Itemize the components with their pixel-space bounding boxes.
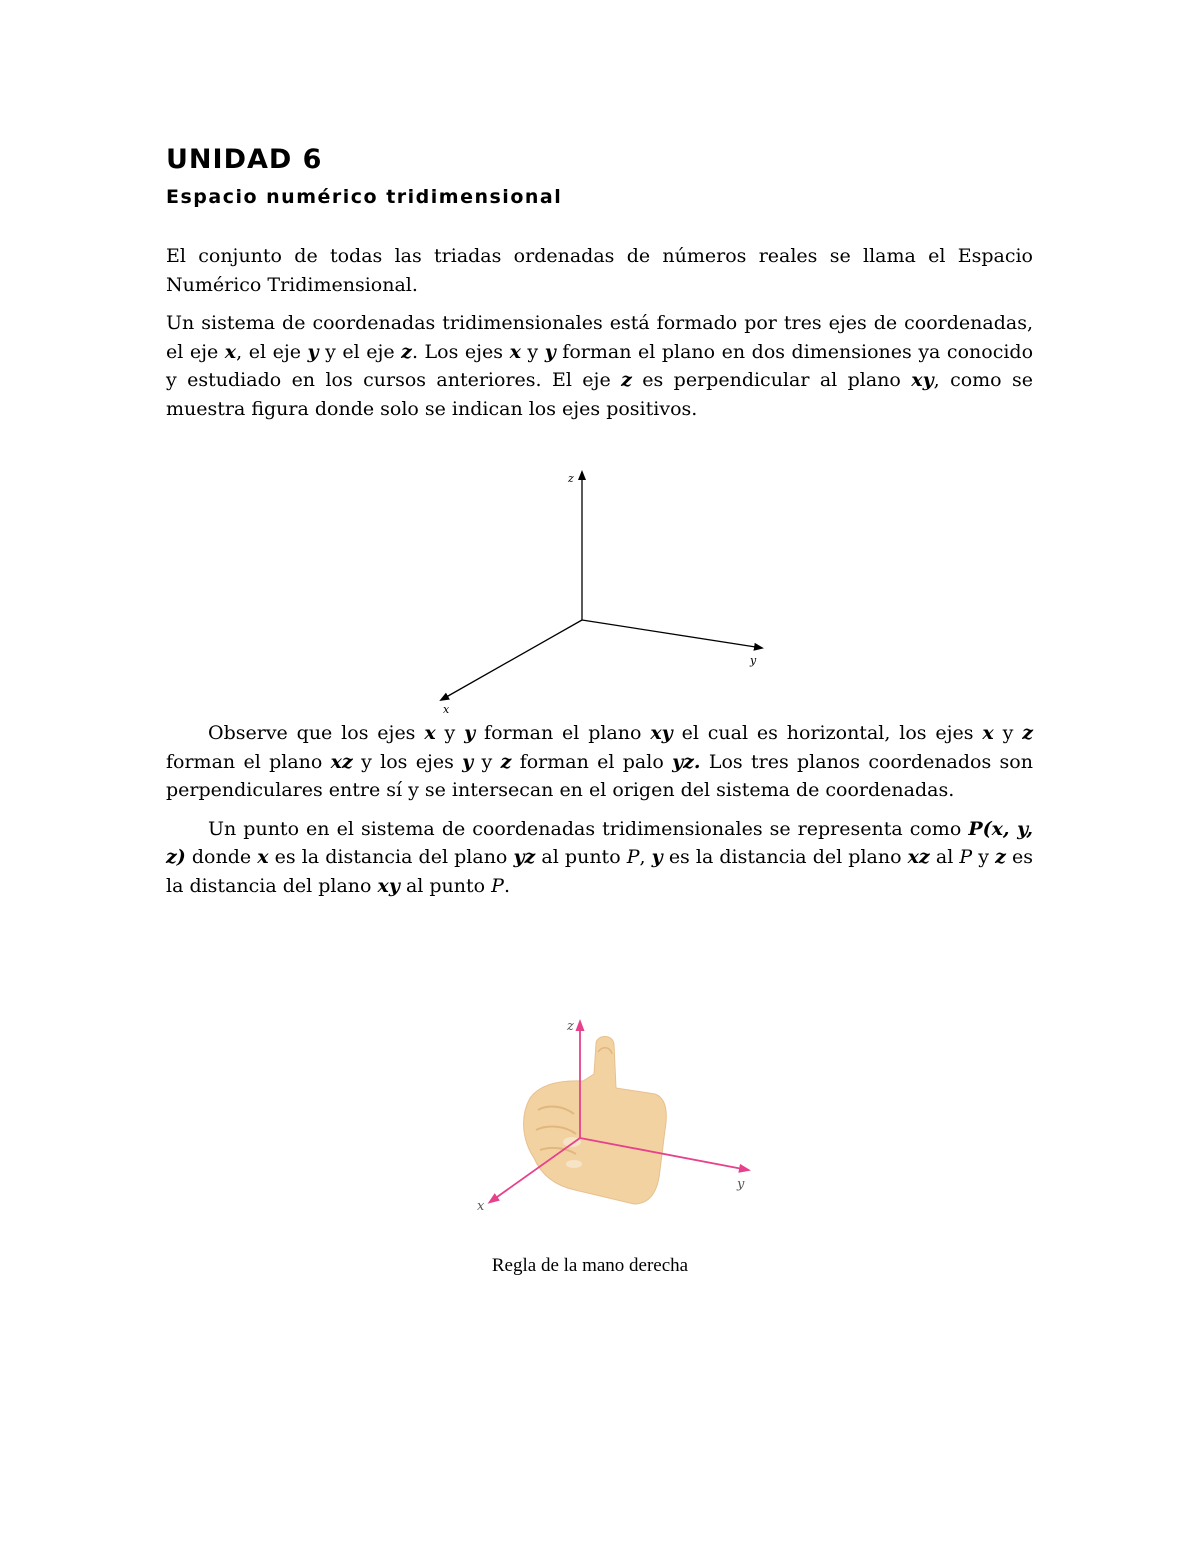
text-run: Un sistema de coordenadas tridimensionales está formado por tres ejes de coordenadas, el eje (166, 312, 1033, 363)
text-run: es la distancia del plano (662, 846, 908, 868)
z-axis-label: z (567, 1019, 574, 1034)
text-run: forman el plano (475, 722, 651, 744)
math-variable: P (959, 846, 973, 868)
text-run: al punto (535, 846, 627, 868)
text-run: es la distancia del plano (166, 846, 1033, 897)
z-axis-label: z (568, 472, 574, 485)
math-variable: x (982, 722, 994, 744)
math-variable: y (651, 846, 663, 868)
math-variable: z (621, 369, 632, 391)
text-run: Los tres planos coordenados son perpendiculares entre sí y se intersecan en el origen del sistema de coordenadas. (166, 750, 1033, 801)
text-run: al (929, 846, 960, 868)
y-axis-label: y (750, 654, 757, 667)
text-run: , (639, 846, 652, 868)
math-variable: x (257, 846, 269, 868)
math-variable: xz (330, 750, 353, 773)
math-variable: P (626, 846, 640, 868)
math-variable: xy (377, 874, 400, 897)
math-variable: y (462, 750, 474, 773)
text-run: , como se muestra figura donde solo se indican los ejes positivos. (166, 369, 1034, 420)
text-run: es perpendicular al plano (631, 369, 912, 391)
math-variable: x (509, 340, 521, 363)
text-run: y los ejes (352, 750, 463, 773)
math-variable: xz (907, 846, 930, 868)
text-run: forman el palo (511, 750, 673, 773)
text-run: al punto (399, 874, 492, 897)
text-run: Observe que los ejes (208, 722, 425, 744)
text-run: . Los ejes (411, 340, 510, 363)
text-run: forman el plano (166, 750, 331, 773)
x-axis-label: x (443, 703, 450, 716)
text-run: y (520, 340, 545, 363)
text-run: y (435, 722, 465, 744)
math-point: P(x, y, z) (166, 817, 1033, 868)
math-variable: y (307, 340, 319, 363)
text-run: y el eje (318, 340, 402, 363)
hand-illustration (524, 1036, 667, 1204)
math-variable: y (544, 340, 556, 363)
math-variable: x (424, 722, 436, 744)
text-run: . (503, 874, 510, 897)
y-axis-label: y (737, 1177, 745, 1192)
text-run: , el eje (236, 340, 308, 363)
math-variable: z (1022, 722, 1033, 744)
text-run: y (972, 846, 996, 868)
unit-heading: UNIDAD 6 (166, 144, 323, 175)
x-axis-label: x (477, 1199, 485, 1214)
paragraph-definition: El conjunto de todas las triadas ordenadas de números reales se llama el Espacio Numérico Tridimensional. (166, 245, 1033, 296)
text-run: forman el plano en dos dimensiones ya conocido y estudiado en los cursos anteriores. El eje (166, 340, 1034, 391)
math-variable: yz (513, 846, 536, 868)
math-variable: xy (911, 369, 934, 391)
text-run: Un punto en el sistema de coordenadas tridimensionales se representa como (208, 817, 969, 840)
math-variable: z (401, 340, 412, 363)
math-variable: P (491, 874, 504, 897)
math-variable: z (500, 750, 512, 773)
figure-caption: Regla de la mano derecha (491, 1255, 689, 1276)
text-run: y (473, 750, 501, 773)
math-variable: xy (650, 722, 673, 744)
section-subheading: Espacio numérico tridimensional (166, 186, 563, 208)
text-run: es la distancia del plano (268, 846, 514, 868)
math-variable: y (464, 722, 476, 744)
text-run: donde (185, 846, 258, 868)
text-run: y (993, 722, 1023, 744)
math-variable: yz. (672, 750, 701, 773)
math-variable: x (224, 340, 237, 363)
math-variable: z (995, 846, 1006, 868)
text-run: el cual es horizontal, los ejes (672, 722, 983, 744)
